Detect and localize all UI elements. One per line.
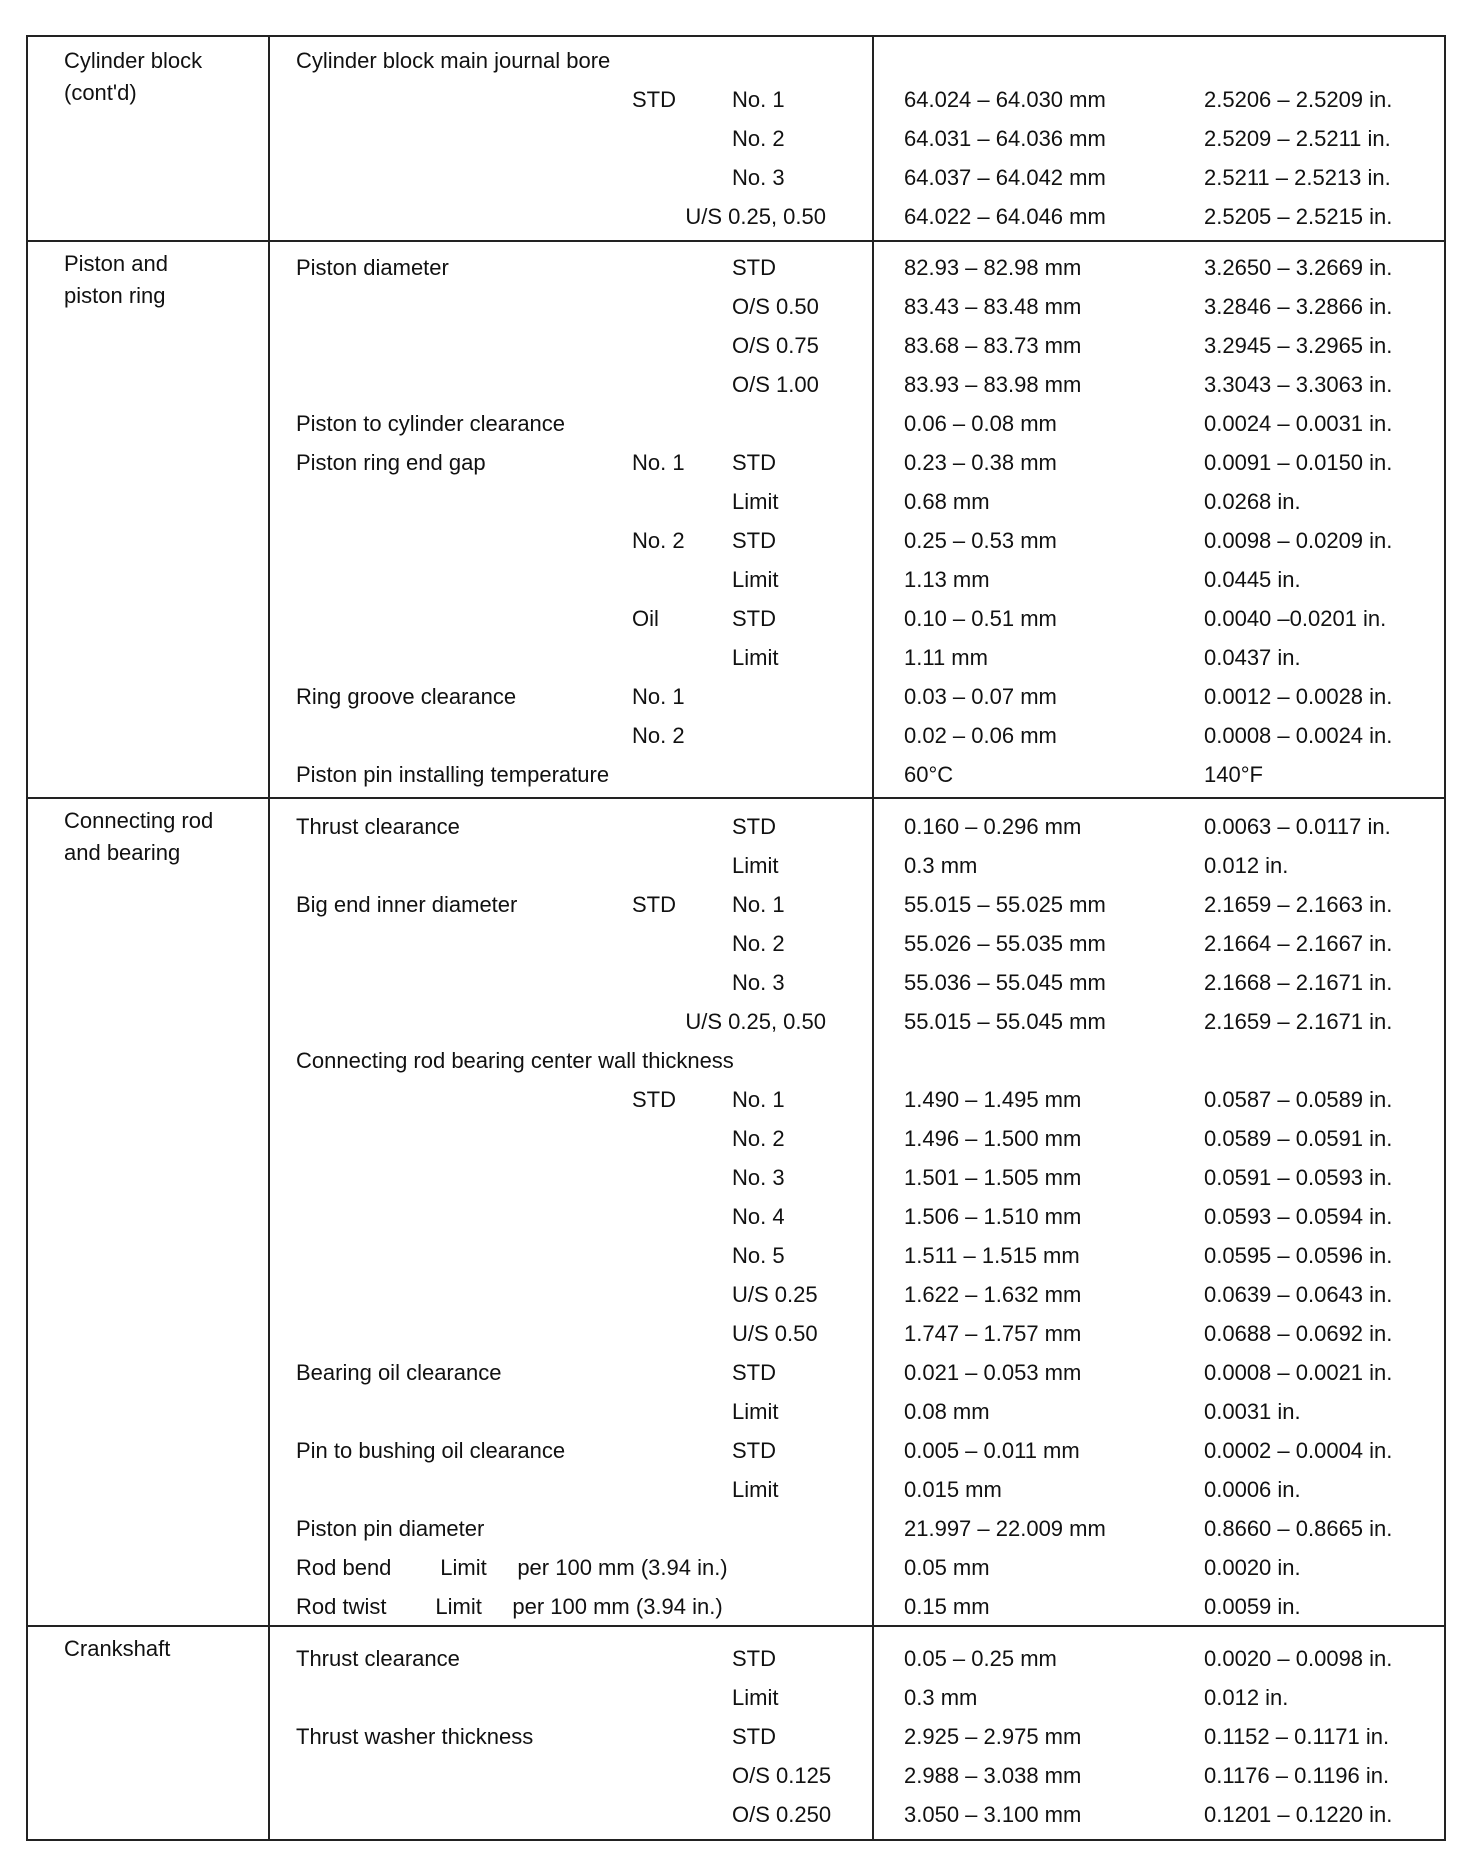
spec-condition: STD [732, 1724, 776, 1749]
spec-value-in: 0.0012 – 0.0028 in. [1204, 684, 1393, 709]
spec-value-in: 3.2945 – 3.2965 in. [1204, 333, 1393, 358]
spec-row [28, 1587, 1444, 1626]
spec-value-in: 2.1659 – 2.1671 in. [1204, 1009, 1393, 1034]
spec-item-label: Piston diameter [296, 255, 449, 280]
spec-value-in: 2.5205 – 2.5215 in. [1204, 204, 1393, 229]
spec-undersize: U/S 0.25, 0.50 [685, 204, 826, 229]
section-category: Cylinder block (cont'd) [64, 48, 203, 105]
spec-value-mm: 83.93 – 83.98 mm [904, 372, 1082, 397]
spec-row [28, 1470, 1444, 1509]
spec-row [28, 846, 1444, 885]
spec-value-in: 0.0008 – 0.0024 in. [1204, 723, 1393, 748]
spec-row [28, 1678, 1444, 1717]
spec-item-label: Thrust clearance [296, 814, 460, 839]
spec-condition: No. 3 [732, 1165, 785, 1190]
spec-item-label: Piston to cylinder clearance [296, 411, 566, 436]
spec-condition: STD [732, 606, 776, 631]
spec-condition: Limit [732, 1685, 779, 1710]
spec-value-mm: 0.160 – 0.296 mm [904, 814, 1082, 839]
spec-condition: Limit [732, 489, 779, 514]
spec-value-in: 0.0040 –0.0201 in. [1204, 606, 1387, 631]
spec-value-mm: 1.622 – 1.632 mm [904, 1282, 1082, 1307]
spec-condition: No. 3 [732, 970, 785, 995]
spec-value-mm: 55.036 – 55.045 mm [904, 970, 1106, 995]
spec-condition: O/S 0.250 [732, 1802, 832, 1827]
spec-item-label: Big end inner diameter [296, 892, 518, 917]
spec-row [28, 1236, 1444, 1275]
spec-qualifier: Oil [632, 606, 659, 631]
spec-value-in: 140°F [1204, 762, 1263, 787]
spec-value-mm: 0.25 – 0.53 mm [904, 528, 1057, 553]
spec-table [26, 35, 1446, 1841]
spec-condition: Limit [732, 1399, 779, 1424]
spec-qualifier: No. 1 [632, 450, 685, 475]
spec-condition: No. 1 [732, 892, 785, 917]
spec-item-label: Thrust clearance [296, 1646, 460, 1671]
spec-value-mm: 0.03 – 0.07 mm [904, 684, 1057, 709]
spec-value-in: 0.0002 – 0.0004 in. [1204, 1438, 1393, 1463]
spec-row [28, 158, 1444, 197]
spec-value-in: 2.1664 – 2.1667 in. [1204, 931, 1393, 956]
spec-value-in: 0.8660 – 0.8665 in. [1204, 1516, 1393, 1541]
spec-condition: STD [732, 450, 776, 475]
spec-value-mm: 1.11 mm [904, 645, 988, 670]
spec-condition: STD [732, 1646, 776, 1671]
spec-row [28, 1756, 1444, 1795]
spec-row [28, 755, 1444, 794]
spec-condition: STD [732, 255, 776, 280]
spec-value-in: 3.3043 – 3.3063 in. [1204, 372, 1393, 397]
spec-value-mm: 82.93 – 82.98 mm [904, 255, 1082, 280]
spec-value-in: 0.1152 – 0.1171 in. [1204, 1724, 1390, 1749]
spec-value-mm: 0.23 – 0.38 mm [904, 450, 1057, 475]
spec-condition: Limit [732, 1477, 779, 1502]
spec-row [28, 885, 1444, 924]
section-divider [28, 1625, 1444, 1627]
spec-row [28, 248, 1444, 287]
spec-value-in: 0.0024 – 0.0031 in. [1204, 411, 1393, 436]
spec-row [28, 1314, 1444, 1353]
spec-value-in: 0.0059 in. [1204, 1594, 1301, 1619]
spec-value-mm: 0.05 mm [904, 1555, 990, 1580]
spec-value-mm: 21.997 – 22.009 mm [904, 1516, 1106, 1541]
spec-condition: Limit [732, 645, 779, 670]
spec-qualifier: STD [632, 87, 676, 112]
spec-value-in: 3.2650 – 3.2669 in. [1204, 255, 1393, 280]
spec-row [28, 365, 1444, 404]
spec-value-mm: 64.031 – 64.036 mm [904, 126, 1106, 151]
spec-row [28, 80, 1444, 119]
spec-item-label: Ring groove clearance [296, 684, 517, 709]
spec-item-label: Bearing oil clearance [296, 1360, 502, 1385]
spec-row [28, 807, 1444, 846]
spec-item-label: Connecting rod bearing center wall thickness [296, 1048, 734, 1073]
spec-row [28, 197, 1444, 236]
spec-row [28, 1275, 1444, 1314]
spec-item-label: Rod twist Limit per 100 mm (3.94 in.) [296, 1594, 723, 1619]
spec-row [28, 119, 1444, 158]
spec-row [28, 1548, 1444, 1587]
spec-value-mm: 3.050 – 3.100 mm [904, 1802, 1082, 1827]
spec-value-mm: 0.005 – 0.011 mm [904, 1438, 1080, 1463]
spec-row [28, 638, 1444, 677]
spec-row [28, 326, 1444, 365]
spec-item-label: Thrust washer thickness [296, 1724, 534, 1749]
spec-row [28, 1392, 1444, 1431]
spec-value-mm: 0.08 mm [904, 1399, 990, 1424]
spec-value-in: 0.0639 – 0.0643 in. [1204, 1282, 1393, 1307]
spec-row [28, 1158, 1444, 1197]
section-category: Piston and piston ring [64, 251, 168, 308]
spec-value-mm: 1.496 – 1.500 mm [904, 1126, 1082, 1151]
spec-qualifier: No. 1 [632, 684, 685, 709]
spec-row [28, 716, 1444, 755]
spec-condition: U/S 0.50 [732, 1321, 818, 1346]
spec-row [28, 287, 1444, 326]
spec-value-in: 0.1201 – 0.1220 in. [1204, 1802, 1393, 1827]
spec-value-in: 0.0688 – 0.0692 in. [1204, 1321, 1393, 1346]
spec-row [28, 560, 1444, 599]
spec-row [28, 1717, 1444, 1756]
spec-value-in: 0.012 in. [1204, 853, 1289, 878]
spec-row [28, 1795, 1444, 1834]
spec-value-in: 2.5211 – 2.5213 in. [1204, 165, 1391, 190]
spec-item-label: Pin to bushing oil clearance [296, 1438, 566, 1463]
spec-value-in: 2.5206 – 2.5209 in. [1204, 87, 1393, 112]
section-category: Crankshaft [64, 1636, 171, 1661]
spec-value-in: 2.1668 – 2.1671 in. [1204, 970, 1393, 995]
spec-item-label: Cylinder block main journal bore [296, 48, 611, 73]
spec-value-mm: 64.024 – 64.030 mm [904, 87, 1106, 112]
spec-value-in: 0.0268 in. [1204, 489, 1301, 514]
spec-value-mm: 55.015 – 55.045 mm [904, 1009, 1106, 1034]
spec-value-in: 0.0063 – 0.0117 in. [1204, 814, 1391, 839]
spec-qualifier: No. 2 [632, 723, 685, 748]
spec-value-mm: 0.02 – 0.06 mm [904, 723, 1057, 748]
spec-value-in: 0.0587 – 0.0589 in. [1204, 1087, 1393, 1112]
spec-value-mm: 0.15 mm [904, 1594, 990, 1619]
spec-row [28, 1197, 1444, 1236]
spec-value-in: 0.0091 – 0.0150 in. [1204, 450, 1393, 475]
spec-value-mm: 83.43 – 83.48 mm [904, 294, 1082, 319]
spec-row [28, 1639, 1444, 1678]
spec-condition: STD [732, 1360, 776, 1385]
spec-row [28, 1080, 1444, 1119]
spec-value-mm: 0.05 – 0.25 mm [904, 1646, 1057, 1671]
spec-value-mm: 0.06 – 0.08 mm [904, 411, 1057, 436]
spec-value-in: 2.5209 – 2.5211 in. [1204, 126, 1391, 151]
spec-value-in: 2.1659 – 2.1663 in. [1204, 892, 1393, 917]
spec-condition: Limit [732, 853, 779, 878]
spec-value-mm: 1.501 – 1.505 mm [904, 1165, 1082, 1190]
spec-row [28, 1119, 1444, 1158]
spec-value-mm: 55.026 – 55.035 mm [904, 931, 1106, 956]
spec-value-in: 0.0595 – 0.0596 in. [1204, 1243, 1393, 1268]
spec-qualifier: No. 2 [632, 528, 685, 553]
spec-value-in: 0.0591 – 0.0593 in. [1204, 1165, 1393, 1190]
spec-value-mm: 2.988 – 3.038 mm [904, 1763, 1082, 1788]
spec-row [28, 521, 1444, 560]
spec-condition: No. 1 [732, 87, 785, 112]
spec-condition: No. 2 [732, 931, 785, 956]
spec-value-mm: 0.3 mm [904, 1685, 978, 1710]
spec-value-in: 0.1176 – 0.1196 in. [1204, 1763, 1390, 1788]
spec-row [28, 599, 1444, 638]
spec-condition: STD [732, 1438, 776, 1463]
section-divider [28, 240, 1444, 242]
spec-condition: No. 2 [732, 126, 785, 151]
spec-condition: U/S 0.25 [732, 1282, 818, 1307]
spec-value-mm: 1.506 – 1.510 mm [904, 1204, 1082, 1229]
spec-row [28, 443, 1444, 482]
spec-row [28, 677, 1444, 716]
spec-row [28, 1431, 1444, 1470]
spec-condition: O/S 0.50 [732, 294, 819, 319]
spec-value-in: 0.0008 – 0.0021 in. [1204, 1360, 1393, 1385]
section-category: Connecting rod and bearing [64, 808, 214, 865]
spec-row [28, 963, 1444, 1002]
spec-row [28, 482, 1444, 521]
spec-row [28, 1509, 1444, 1548]
spec-value-in: 3.2846 – 3.2866 in. [1204, 294, 1393, 319]
spec-value-in: 0.0589 – 0.0591 in. [1204, 1126, 1393, 1151]
spec-condition: No. 3 [732, 165, 785, 190]
spec-value-mm: 1.747 – 1.757 mm [904, 1321, 1082, 1346]
spec-item-label: Piston pin diameter [296, 1516, 485, 1541]
spec-condition: O/S 0.75 [732, 333, 819, 358]
spec-value-in: 0.0445 in. [1204, 567, 1301, 592]
spec-value-mm: 64.037 – 64.042 mm [904, 165, 1106, 190]
spec-condition: O/S 1.00 [732, 372, 819, 397]
spec-value-in: 0.012 in. [1204, 1685, 1289, 1710]
spec-row [28, 1041, 1444, 1080]
spec-row [28, 1002, 1444, 1041]
spec-value-mm: 2.925 – 2.975 mm [904, 1724, 1082, 1749]
spec-condition: STD [732, 528, 776, 553]
spec-value-mm: 0.68 mm [904, 489, 990, 514]
spec-value-in: 0.0031 in. [1204, 1399, 1301, 1424]
spec-item-label: Piston ring end gap [296, 450, 486, 475]
spec-value-mm: 55.015 – 55.025 mm [904, 892, 1106, 917]
spec-value-in: 0.0006 in. [1204, 1477, 1301, 1502]
spec-row [28, 404, 1444, 443]
spec-condition: No. 2 [732, 1126, 785, 1151]
spec-value-mm: 0.3 mm [904, 853, 978, 878]
spec-value-mm: 1.13 mm [904, 567, 990, 592]
spec-value-in: 0.0437 in. [1204, 645, 1301, 670]
spec-row [28, 1353, 1444, 1392]
spec-qualifier: STD [632, 892, 676, 917]
spec-value-mm: 1.490 – 1.495 mm [904, 1087, 1082, 1112]
spec-value-mm: 1.511 – 1.515 mm [904, 1243, 1080, 1268]
spec-undersize: U/S 0.25, 0.50 [685, 1009, 826, 1034]
spec-condition: No. 5 [732, 1243, 785, 1268]
spec-row [28, 41, 1444, 80]
spec-condition: O/S 0.125 [732, 1763, 832, 1788]
spec-value-in: 0.0098 – 0.0209 in. [1204, 528, 1393, 553]
spec-value-in: 0.0593 – 0.0594 in. [1204, 1204, 1393, 1229]
spec-condition: Limit [732, 567, 779, 592]
spec-condition: STD [732, 814, 776, 839]
spec-value-mm: 0.10 – 0.51 mm [904, 606, 1057, 631]
spec-value-mm: 0.021 – 0.053 mm [904, 1360, 1082, 1385]
section-divider [28, 797, 1444, 799]
spec-value-mm: 0.015 mm [904, 1477, 1002, 1502]
spec-condition: No. 1 [732, 1087, 785, 1112]
spec-value-mm: 60°C [904, 762, 954, 787]
spec-value-in: 0.0020 in. [1204, 1555, 1301, 1580]
spec-condition: No. 4 [732, 1204, 785, 1229]
spec-qualifier: STD [632, 1087, 676, 1112]
spec-value-in: 0.0020 – 0.0098 in. [1204, 1646, 1393, 1671]
spec-value-mm: 64.022 – 64.046 mm [904, 204, 1106, 229]
spec-row [28, 924, 1444, 963]
spec-value-mm: 83.68 – 83.73 mm [904, 333, 1082, 358]
spec-item-label: Rod bend Limit per 100 mm (3.94 in.) [296, 1555, 728, 1580]
spec-item-label: Piston pin installing temperature [296, 762, 610, 787]
